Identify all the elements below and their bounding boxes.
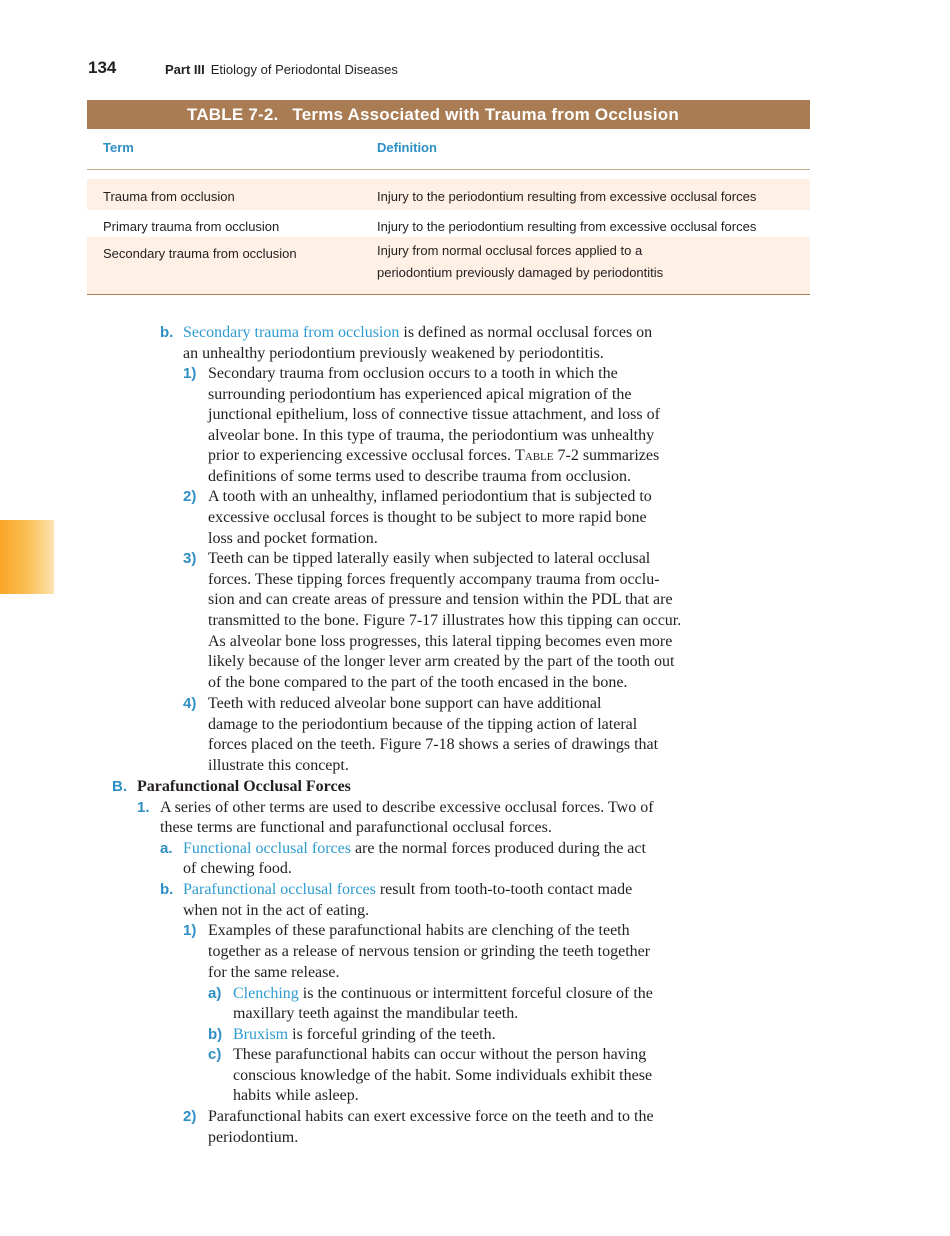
paragraph-line: conscious knowledge of the habit. Some individuals exhibit these [233, 1067, 653, 1084]
paragraph-line: transmitted to the bone. Figure 7-17 illustrates how this tipping can occur. [208, 612, 682, 629]
definition-line: periodontium previously damaged by periodontitis [377, 265, 664, 280]
table-title-bar [87, 100, 810, 129]
paragraph-line: Clenching is the continuous or intermittent forceful closure of the [233, 985, 653, 1002]
chapter-thumb-tab [0, 520, 54, 594]
paragraph-line: surrounding periodontium has experienced apical migration of the [208, 386, 632, 403]
column-header-definition: Definition [377, 140, 437, 155]
paragraph-line: Parafunctional occlusal forces result from tooth-to-tooth contact made [183, 881, 633, 898]
table-row [87, 237, 810, 295]
paragraph-line: for the same release. [208, 964, 340, 981]
table-row [87, 210, 810, 237]
paragraph-line: A tooth with an unhealthy, inflamed periodontium that is subjected to [208, 488, 652, 505]
table-number: TABLE 7-2. [187, 105, 279, 124]
table-cell-term: Primary trauma from occlusion [103, 219, 280, 234]
paragraph-line: loss and pocket formation. [208, 530, 378, 547]
paragraph-line: of chewing food. [183, 860, 292, 877]
list-label: 2) [183, 1108, 197, 1125]
paragraph-line: Secondary trauma from occlusion is defined as normal occlusal forces on [183, 324, 653, 341]
key-term: Functional occlusal forces [183, 840, 351, 857]
paragraph-line: Teeth can be tipped laterally easily when subjected to lateral occlusal [208, 550, 651, 567]
table-cell-term: Secondary trauma from occlusion [103, 246, 297, 261]
key-term: Bruxism [233, 1026, 289, 1043]
paragraph-line: sion and can create areas of pressure and tension within the PDL that are [208, 591, 673, 608]
paragraph-line: damage to the periodontium because of the tipping action of lateral [208, 716, 638, 733]
paragraph-line: likely because of the longer lever arm created by the part of the tooth out [208, 653, 675, 670]
paragraph-line: alveolar bone. In this type of trauma, the periodontium was unhealthy [208, 427, 655, 444]
paragraph-line: maxillary teeth against the mandibular teeth. [233, 1005, 519, 1022]
table-cell-definition: Injury to the periodontium resulting from excessive occlusal forces [377, 189, 757, 204]
table-cell-definition: Injury to the periodontium resulting from excessive occlusal forces [377, 219, 757, 234]
table-cell-term: Trauma from occlusion [103, 189, 235, 204]
paragraph-line: Teeth with reduced alveolar bone support can have additional [208, 695, 602, 712]
section-label: B. [112, 778, 127, 795]
definition-line: Injury from normal occlusal forces applied to a [377, 243, 643, 258]
running-header [165, 62, 398, 77]
part-title: Etiology of Periodontal Diseases [210, 62, 398, 77]
table-title: Terms Associated with Trauma from Occlusion [292, 105, 679, 124]
table-row [87, 179, 810, 210]
paragraph-line: Functional occlusal forces are the normal forces produced during the act [183, 840, 646, 857]
paragraph-line: These parafunctional habits can occur without the person having [233, 1046, 647, 1063]
list-label: 3) [183, 550, 197, 567]
paragraph-line: forces. These tipping forces frequently accompany trauma from occlu- [208, 571, 660, 588]
key-term: Secondary trauma from occlusion [183, 324, 400, 341]
paragraph-line: together as a release of nervous tension or grinding the teeth together [208, 943, 651, 960]
column-header-term: Term [103, 140, 134, 155]
table-cell-definition [377, 240, 802, 284]
paragraph-line: periodontium. [208, 1129, 299, 1146]
paragraph-line: As alveolar bone loss progresses, this lateral tipping becomes even more [208, 633, 673, 650]
list-label: 1. [137, 799, 150, 816]
key-term: Parafunctional occlusal forces [183, 881, 376, 898]
paragraph-line: junctional epithelium, loss of connective tissue attachment, and loss of [208, 406, 660, 423]
paragraph-line: Parafunctional habits can exert excessive force on the teeth and to the [208, 1108, 654, 1125]
key-term: Clenching [233, 985, 299, 1002]
paragraph-line: when not in the act of eating. [183, 902, 370, 919]
paragraph-line: an unhealthy periodontium previously weakened by periodontitis. [183, 345, 604, 362]
list-label: c) [208, 1046, 222, 1063]
list-label: 1) [183, 922, 197, 939]
page-number: 134 [88, 58, 117, 77]
paragraph-line: Bruxism is forceful grinding of the teeth. [233, 1026, 496, 1043]
paragraph-line: forces placed on the teeth. Figure 7-18 shows a series of drawings that [208, 736, 659, 753]
paragraph-line: Secondary trauma from occlusion occurs to a tooth in which the [208, 365, 618, 382]
part-label: Part III [165, 62, 205, 77]
list-label: 4) [183, 695, 197, 712]
list-label: a) [208, 985, 222, 1002]
list-label: 1) [183, 365, 197, 382]
paragraph-line: prior to experiencing excessive occlusal forces. Table 7-2 summarizes [208, 447, 660, 464]
paragraph-line: Examples of these parafunctional habits are clenching of the teeth [208, 922, 630, 939]
paragraph-line: of the bone compared to the part of the tooth encased in the bone. [208, 674, 628, 691]
list-label: b. [160, 324, 174, 341]
section-heading: Parafunctional Occlusal Forces [137, 778, 351, 795]
list-label: 2) [183, 488, 197, 505]
paragraph-line: these terms are functional and parafunctional occlusal forces. [160, 819, 552, 836]
table-7-2 [87, 100, 810, 295]
paragraph-line: habits while asleep. [233, 1087, 359, 1104]
paragraph-line: A series of other terms are used to describe excessive occlusal forces. Two of [160, 799, 654, 816]
table-reference: Table [514, 447, 554, 464]
list-label: a. [160, 840, 173, 857]
table-header-row [87, 129, 810, 170]
list-label: b) [208, 1026, 223, 1043]
paragraph-line: illustrate this concept. [208, 757, 349, 774]
paragraph-line: excessive occlusal forces is thought to be subject to more rapid bone [208, 509, 647, 526]
paragraph-line: definitions of some terms used to describe trauma from occlusion. [208, 468, 632, 485]
list-label: b. [160, 881, 174, 898]
